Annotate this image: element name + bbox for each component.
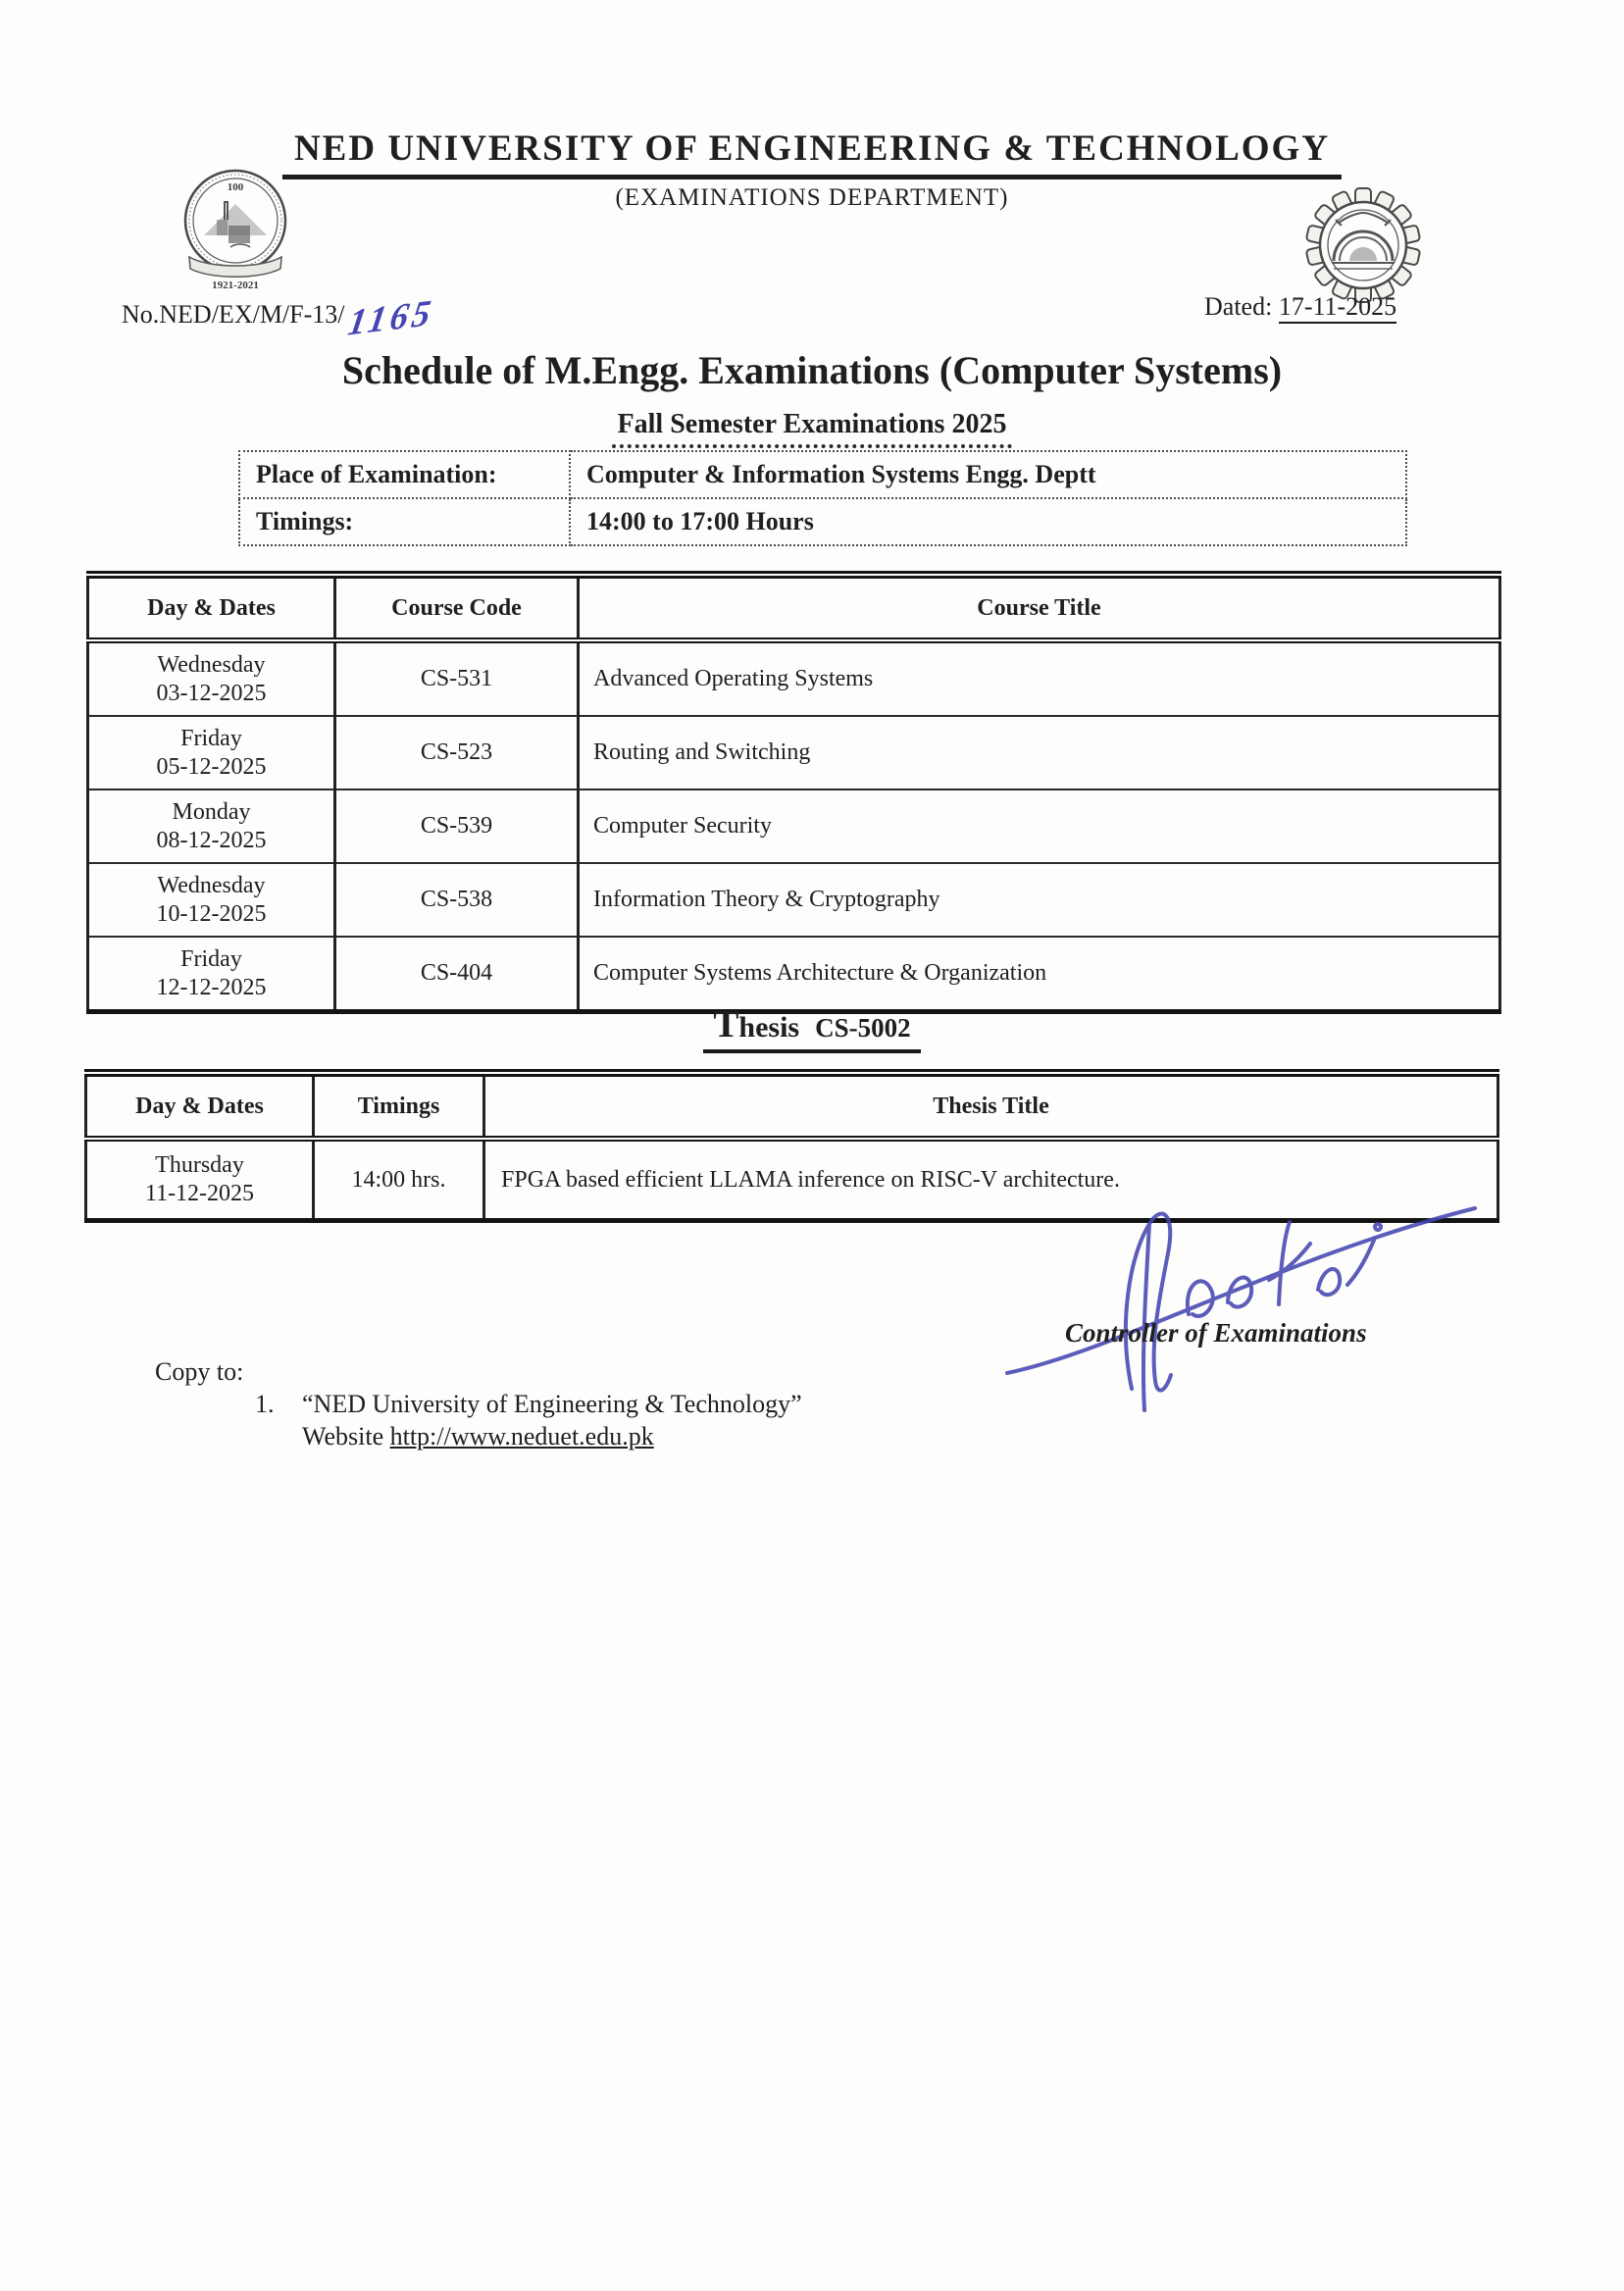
table-row <box>88 863 1500 937</box>
exam-date: 10-12-2025 <box>156 900 267 927</box>
thesis-col-timings: Timings <box>314 1073 484 1139</box>
course-title: Advanced Operating Systems <box>579 640 1500 716</box>
department-subtitle: (EXAMINATIONS DEPARTMENT) <box>615 184 1009 211</box>
dated-value: 17-11-2025 <box>1279 292 1396 324</box>
course-code: CS-404 <box>335 937 579 1012</box>
exam-col-course-code: Course Code <box>335 575 579 640</box>
course-title: Computer Security <box>579 789 1500 863</box>
exam-day: Wednesday <box>157 872 266 898</box>
website-prefix: Website <box>302 1422 390 1451</box>
exam-header-row <box>88 575 1500 640</box>
info-value-timings: 14:00 to 17:00 Hours <box>570 498 1406 545</box>
semester-subtitle: Fall Semester Examinations 2025 <box>612 409 1013 448</box>
seal-years-text: 1921-2021 <box>212 280 259 290</box>
copy-item-website <box>302 1422 654 1451</box>
thesis-title: FPGA based efficient LLAMA inference on RISC-V architecture. <box>484 1139 1498 1221</box>
course-title: Information Theory & Cryptography <box>579 863 1500 937</box>
exam-date: 12-12-2025 <box>156 974 267 1000</box>
reference-number <box>122 290 437 344</box>
exam-day-cell <box>88 789 335 863</box>
exam-info-table <box>238 450 1407 546</box>
university-name-title: NED UNIVERSITY OF ENGINEERING & TECHNOLOGY <box>282 127 1342 179</box>
copy-to-label: Copy to: <box>155 1357 244 1386</box>
exam-date: 03-12-2025 <box>156 680 267 706</box>
copy-item-number: 1. <box>255 1390 275 1418</box>
exam-schedule-table <box>86 571 1501 1014</box>
thesis-heading-wrap <box>0 1002 1624 1053</box>
table-row <box>88 716 1500 789</box>
schedule-title: Schedule of M.Engg. Examinations (Computer Systems) <box>341 348 1283 392</box>
table-row <box>88 937 1500 1012</box>
course-code: CS-538 <box>335 863 579 937</box>
exam-day-cell <box>88 863 335 937</box>
exam-day-cell <box>88 640 335 716</box>
thesis-heading <box>703 1002 920 1053</box>
controller-of-examinations-label: Controller of Examinations <box>1065 1318 1367 1348</box>
info-value-place: Computer & Information Systems Engg. Deptt <box>570 451 1406 498</box>
semester-subtitle-wrap <box>0 409 1624 448</box>
exam-date: 08-12-2025 <box>156 827 267 853</box>
thesis-col-title: Thesis Title <box>484 1073 1498 1139</box>
table-row <box>88 789 1500 863</box>
exam-day: Monday <box>172 798 251 825</box>
thesis-date: 11-12-2025 <box>144 1181 255 1206</box>
thesis-heading-word: Thesis <box>713 1003 800 1045</box>
reference-number-prefix: No.NED/EX/M/F-13/ <box>122 300 345 329</box>
info-row-place <box>239 451 1406 498</box>
course-code: CS-539 <box>335 789 579 863</box>
exam-col-course-title: Course Title <box>579 575 1500 640</box>
reference-number-handwritten: 1165 <box>344 292 437 344</box>
exam-day: Wednesday <box>157 651 266 678</box>
thesis-timing: 14:00 hrs. <box>314 1139 484 1221</box>
dated-line <box>1204 292 1396 322</box>
exam-day: Friday <box>180 945 242 972</box>
exam-col-day-dates: Day & Dates <box>88 575 335 640</box>
copy-item-text: “NED University of Engineering & Technology” <box>302 1390 802 1418</box>
info-label-timings: Timings: <box>239 498 570 545</box>
exam-day: Friday <box>180 725 242 751</box>
thesis-col-day-dates: Day & Dates <box>86 1073 314 1139</box>
info-row-timings <box>239 498 1406 545</box>
thesis-day-cell <box>86 1139 314 1221</box>
dated-label: Dated: <box>1204 292 1279 321</box>
thesis-header-row <box>86 1073 1498 1139</box>
seal-100-text: 100 <box>227 181 244 193</box>
exam-day-cell <box>88 716 335 789</box>
thesis-day: Thursday <box>155 1152 244 1178</box>
course-title: Computer Systems Architecture & Organization <box>579 937 1500 1012</box>
info-label-place: Place of Examination: <box>239 451 570 498</box>
course-code: CS-523 <box>335 716 579 789</box>
course-code: CS-531 <box>335 640 579 716</box>
handwritten-signature <box>992 1185 1497 1415</box>
course-title: Routing and Switching <box>579 716 1500 789</box>
exam-day-cell <box>88 937 335 1012</box>
thesis-heading-code: CS-5002 <box>815 1013 911 1043</box>
exam-date: 05-12-2025 <box>156 753 267 780</box>
table-row <box>88 640 1500 716</box>
website-url: http://www.neduet.edu.pk <box>389 1422 654 1451</box>
